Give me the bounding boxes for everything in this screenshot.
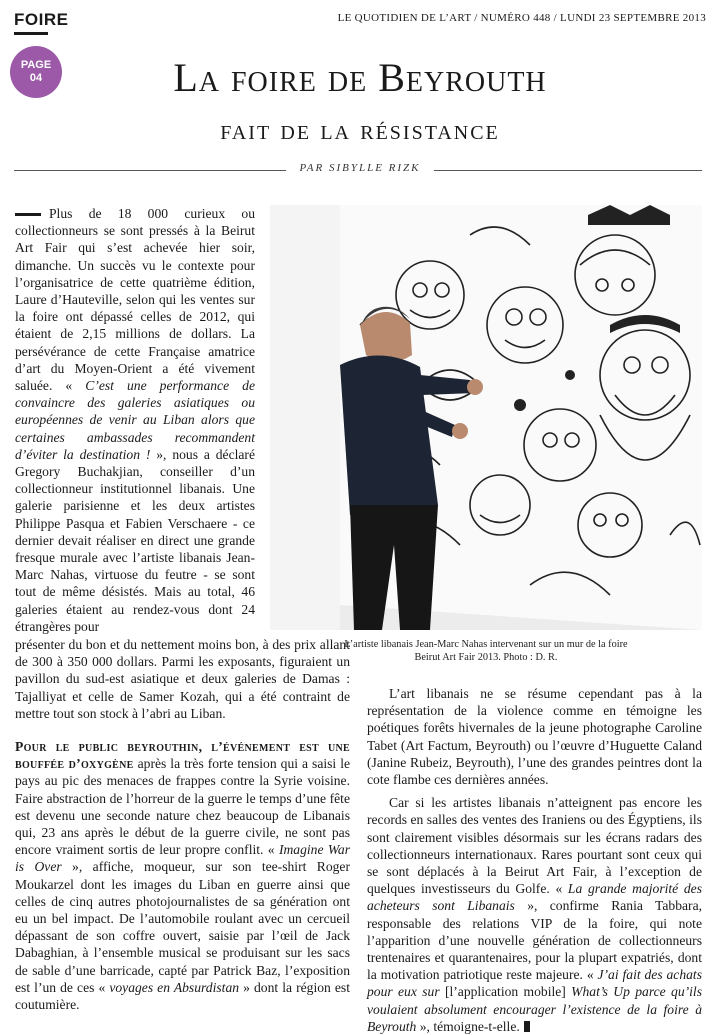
collectors-quote-3: What’s Up parce qu’ils voulaient absolument encourager l’existence de la foire à Beyrouth xyxy=(367,984,702,1034)
page-badge-label: PAGE xyxy=(20,59,52,71)
article-title: La foire de Beyrouth xyxy=(173,55,547,100)
oxygen-text-a: après la très forte tension qui a saisi le pays au pic des menaces de frappes contre la Syrie voisine. Faire abstraction de l’horreur de la guerre le temps d’une fête est devenu une seconde nature chez beaucoup de Libanais qui, 23 ans après le début de la guerre civile, ne sont pas encore vraiment sortis de leur propre conflit. « xyxy=(15,756,350,858)
paragraph-continuation xyxy=(15,636,350,722)
oxygen-text-b: », affiche, moqueur, sur son tee-shirt Roger Moukarzel dont les images du Liban en guerre ainsi que celles de cinq autres photojournalistes de sa génération ont eu un bel impact. De l’automobile roulant avec un cercueil dépassant de son coffre ouvert, saisie par l’œil de Jack Dabaghian, à l’ensemble musical se produisant sur les sacs de sable d’une barricade, capté par Patrick Baz, l’exposition est l’un de ces « xyxy=(15,859,350,995)
paragraph-lebanese-art: L’art libanais ne se résume cependant pas à la représentation de la violence comme en témoigne les poétiques forêts hivernales de la jeune photographe Caroline Tabet (Art Factum, Beyrouth) ou l’œuvre d’Huguette Caland (Janine Rubeiz, Beyrouth), l’une des grandes peintres dont la cote flambe ces dernières années. xyxy=(367,686,702,788)
paragraph-collectors xyxy=(367,794,702,1035)
byline-rule-right xyxy=(434,170,702,171)
right-column xyxy=(367,685,702,1035)
paragraph-oxygen xyxy=(15,738,350,1013)
end-mark xyxy=(524,1021,530,1032)
collectors-text-a: Car si les artistes libanais n’atteignent pas encore les records en salles des ventes des Iraniens ou des Égyptiens, ils sont clairement visibles désormais sur les écrans radars des collectionneurs internationaux. Rares pourtant sont ceux qui se sont déplacés à la Beirut Art Fair, à l’exception de quelques investisseurs du Golfe. « xyxy=(367,795,702,897)
paragraph-intro xyxy=(15,205,255,635)
intro-quote: C’est une performance de convaincre des galeries asiatiques ou européennes de venir au Liban alors que certaines ambassades recommandent d’éviter la destination ! xyxy=(15,378,255,462)
caption-line-1: L’artiste libanais Jean-Marc Nahas intervenant sur un mur de la foire xyxy=(344,639,628,650)
rubric-underline xyxy=(14,32,48,35)
intro-text-b: », nous a déclaré Gregory Buchakjian, conseiller d’un collectionneur institutionnel libanais. Une galerie parisienne et les deux artistes Philippe Pasqua et Fabien Verschaere - ce dernier devait réaliser en direct une grande fresque murale avec l’artiste libanais Jean-Marc Nahas, virtuose du feutre - se sont tout de même désistés. Mais au total, 46 galeries étaient au rendez-vous dont 24 étrangères pour xyxy=(15,446,255,634)
oxygen-text-c: » dont la région est coutumière. xyxy=(15,979,350,1013)
oxygen-quote-1: Imagine War is Over xyxy=(15,842,350,875)
article-photo xyxy=(270,205,702,630)
collectors-quote-2: J’ai fait des achats pour eux sur xyxy=(367,967,703,1000)
oxygen-quote-2: voyages en Absurdistan xyxy=(109,979,240,995)
collectors-text-d: », témoigne-t-elle. xyxy=(416,1018,520,1034)
mural-artist-photo xyxy=(270,205,702,630)
collectors-text-c: [l’application mobile] xyxy=(439,984,572,1000)
collectors-text-b: », confirme Rania Tabbara, responsable des relations VIP de la foire, qui note l’apparition d’une nouvelle génération de collectionneurs trentenaires et quarantenaires, pour la plupart expatriés, dont la motivation patriotique reste majeure. « xyxy=(367,898,702,983)
oxygen-lead-in: Pour le public beyrouthin, l’événement est une bouffée d’oxygène xyxy=(15,739,350,772)
caption-line-2: Beirut Art Fair 2013. Photo : D. R. xyxy=(414,652,558,663)
section-rubric: FOIRE xyxy=(14,10,69,29)
collectors-quote-1: La grande majorité des acheteurs sont Libanais xyxy=(367,881,703,914)
continuation-text: présenter du bon et du nettement moins bon, à des prix allant de 300 à 350 000 dollars. Parmi les exposants, figuraient un pavillon du sud-est asiatique et deux galeries de Damas : Tajalliyat et celle de Samer Kozah, qui a été contraint de mettre tout son stock à l’abri au Liban. xyxy=(15,637,350,721)
article-subtitle: fait de la résistance xyxy=(220,114,500,146)
page-badge-number: 04 xyxy=(29,72,43,84)
lead-dash xyxy=(15,213,41,216)
byline: PAR SIBYLLE RIZK xyxy=(299,162,421,174)
intro-text-a: Plus de 18 000 curieux ou collectionneurs se sont pressés à la Beirut Art Fair qui s’est achevée hier soir, dimanche. Un succès vu le contexte pour l’organisatrice de cette quatrième édition, Laure d’Hauteville, selon qui les ventes sur la foire ont dépassé celles de 2012, qui étaient de 2,15 millions de dollars. La persévérance de cette Française amatrice d’art du Moyen-Orient a été vivement saluée. « xyxy=(15,206,255,394)
publication-line: LE QUOTIDIEN DE L’ART / NUMÉRO 448 / LUNDI 23 SEPTEMBRE 2013 xyxy=(337,12,706,24)
